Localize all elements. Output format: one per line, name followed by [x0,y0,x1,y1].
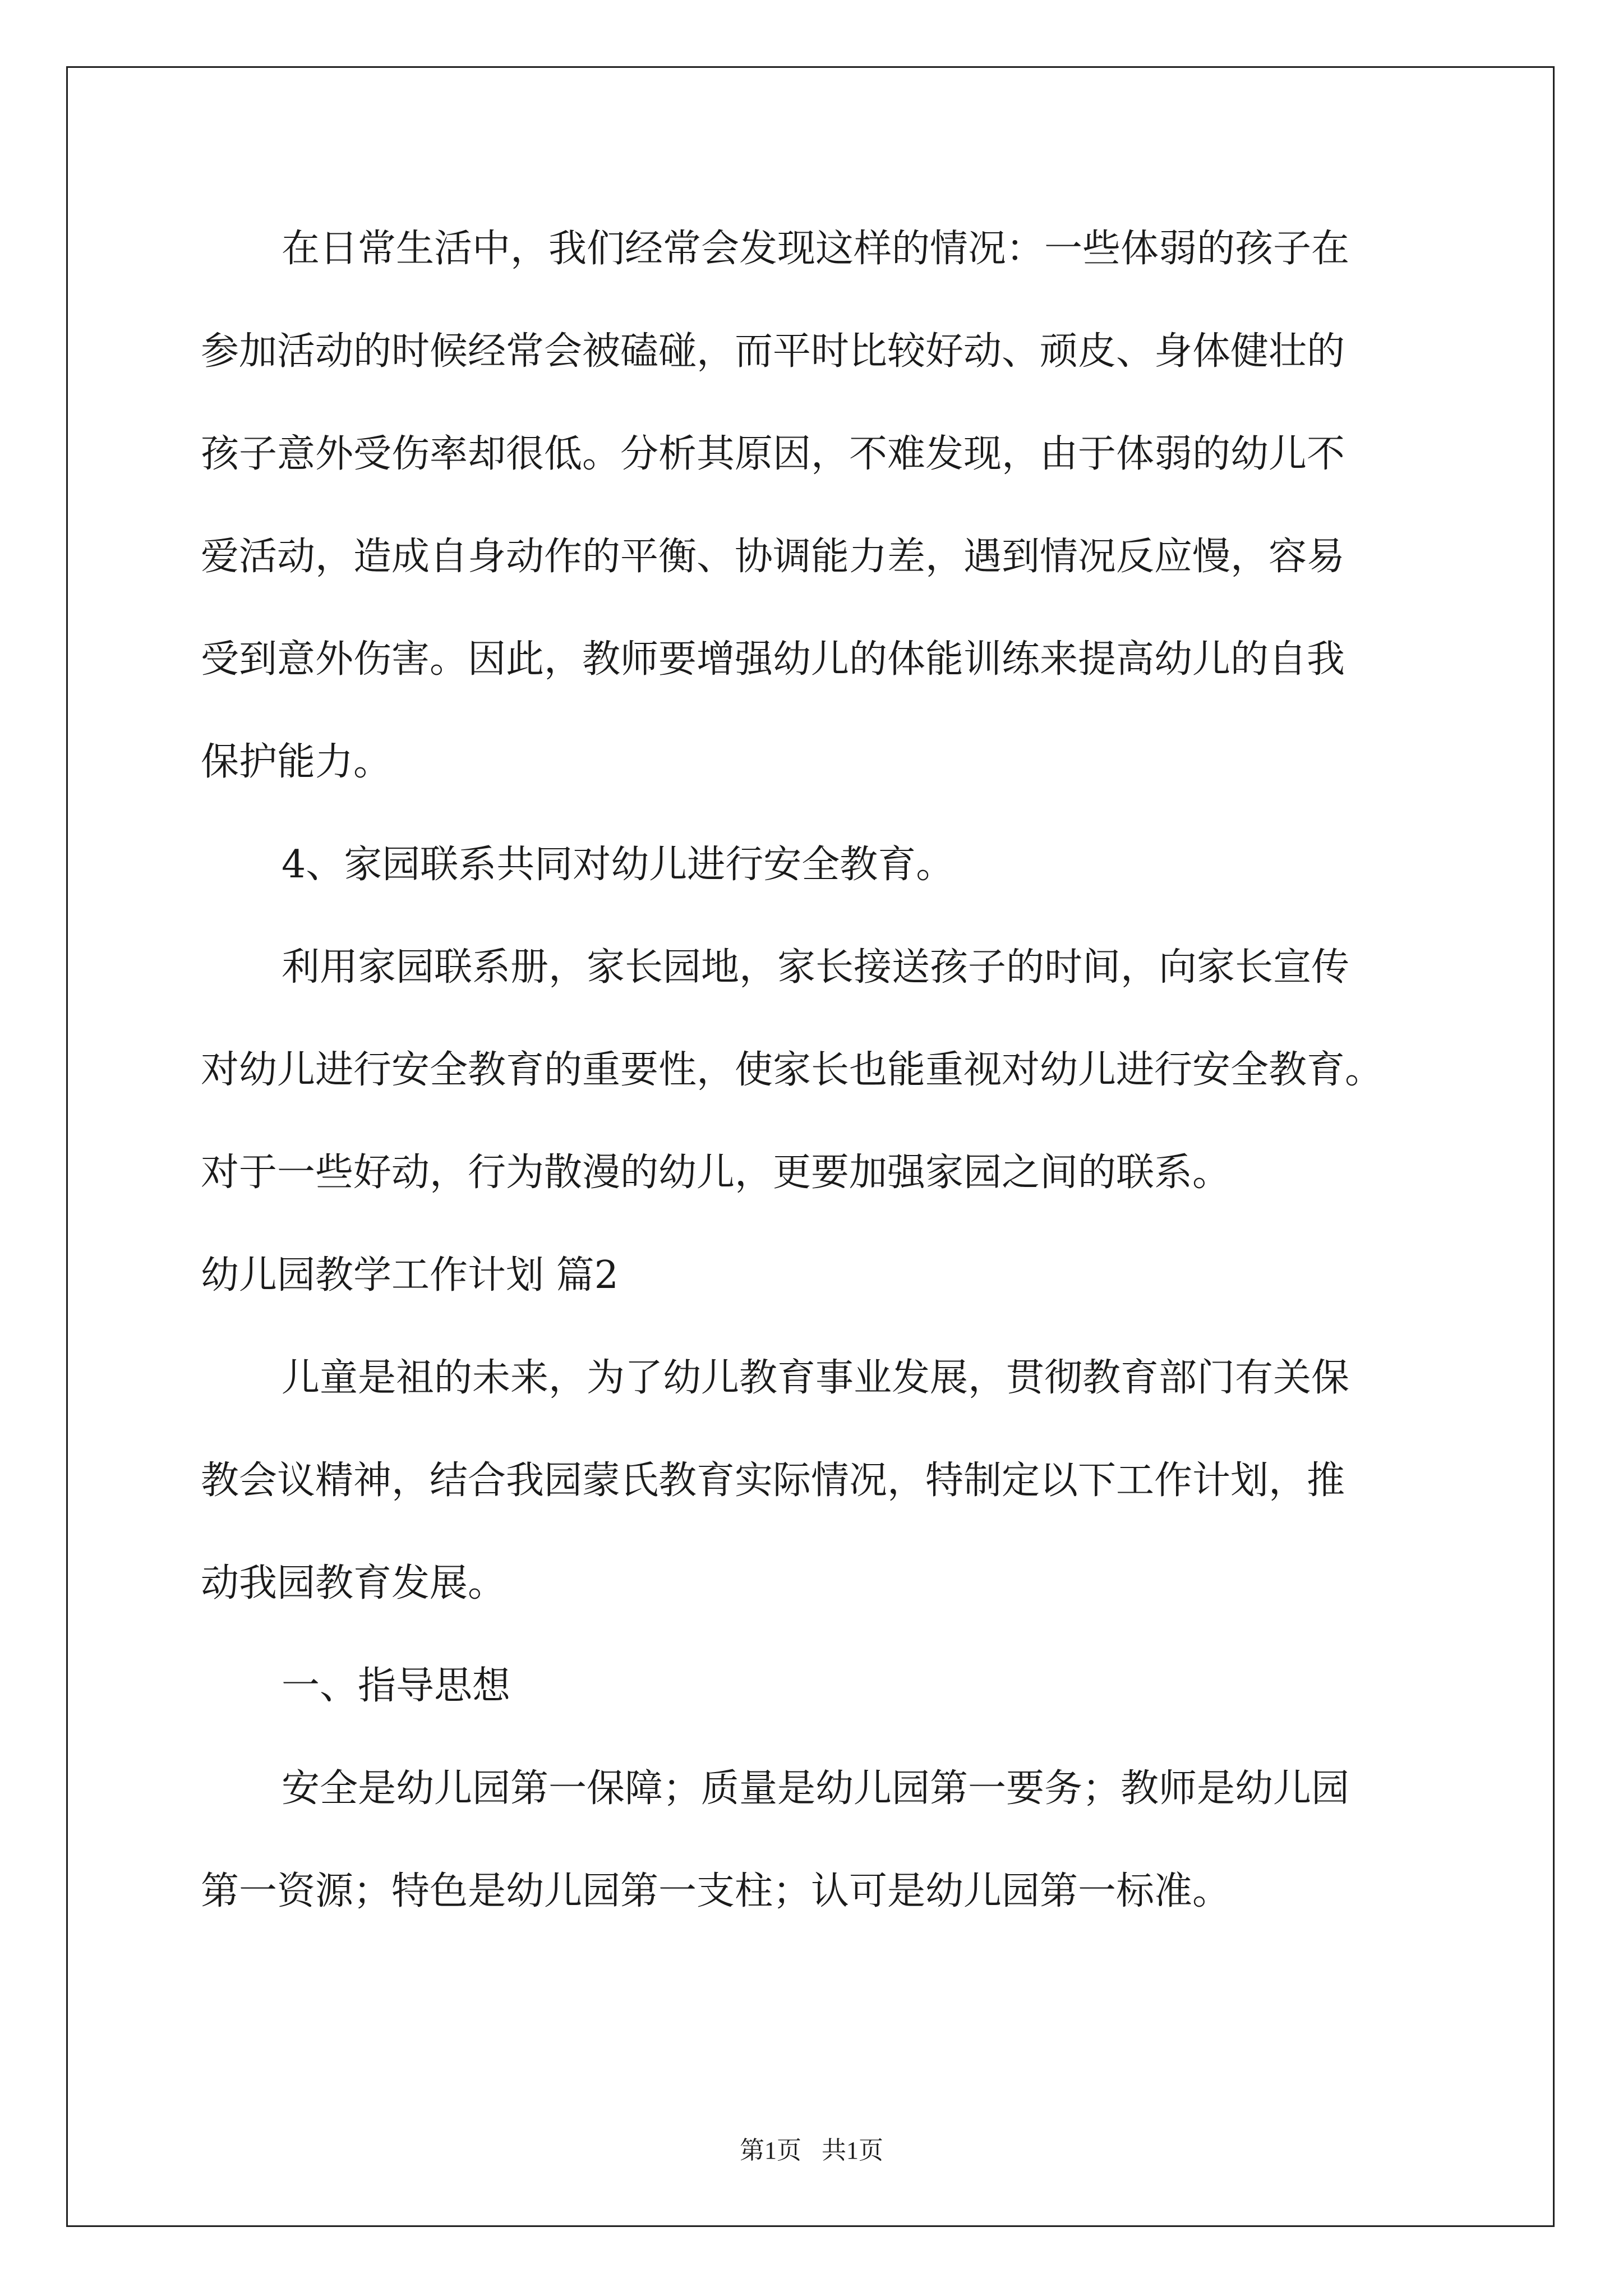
page-number-total: 共1页 [822,2137,883,2164]
paragraph-line: 参加活动的时候经常会被磕碰，而平时比较好动、顽皮、身体健壮的 [201,329,1345,374]
section-item: 4、家园联系共同对幼儿进行安全教育。 [282,843,955,887]
paragraph-line: 教会议精神，结合我园蒙氏教育实际情况，特制定以下工作计划，推 [201,1458,1345,1503]
section-heading: 幼儿园教学工作计划 篇2 [201,1253,619,1297]
paragraph-line: 对于一些好动，行为散漫的幼儿，更要加强家园之间的联系。 [201,1151,1231,1195]
paragraph-line: 动我园教育发展。 [201,1561,506,1605]
subsection-heading: 一、指导思想 [282,1664,511,1708]
paragraph-line: 儿童是祖的未来，为了幼儿教育事业发展，贯彻教育部门有关保 [282,1356,1350,1400]
paragraph-line: 在日常生活中，我们经常会发现这样的情况：一些体弱的孩子在 [282,227,1350,271]
paragraph-line: 受到意外伤害。因此，教师要增强幼儿的体能训练来提高幼儿的自我 [201,637,1345,682]
paragraph-line: 对幼儿进行安全教育的重要性，使家长也能重视对幼儿进行安全教育。 [201,1048,1384,1092]
page-number-current: 第1页 [740,2137,801,2164]
page-footer [0,2135,1623,2166]
paragraph-line: 孩子意外受伤率却很低。分析其原因，不难发现，由于体弱的幼儿不 [201,432,1345,476]
paragraph-line: 利用家园联系册，家长园地，家长接送孩子的时间，向家长宣传 [282,945,1350,990]
paragraph-line: 安全是幼儿园第一保障；质量是幼儿园第一要务；教师是幼儿园 [282,1766,1350,1811]
paragraph-line: 保护能力。 [201,740,392,784]
paragraph-line: 爱活动，造成自身动作的平衡、协调能力差，遇到情况反应慢，容易 [201,535,1345,579]
paragraph-line: 第一资源；特色是幼儿园第一支柱；认可是幼儿园第一标准。 [201,1869,1231,1913]
